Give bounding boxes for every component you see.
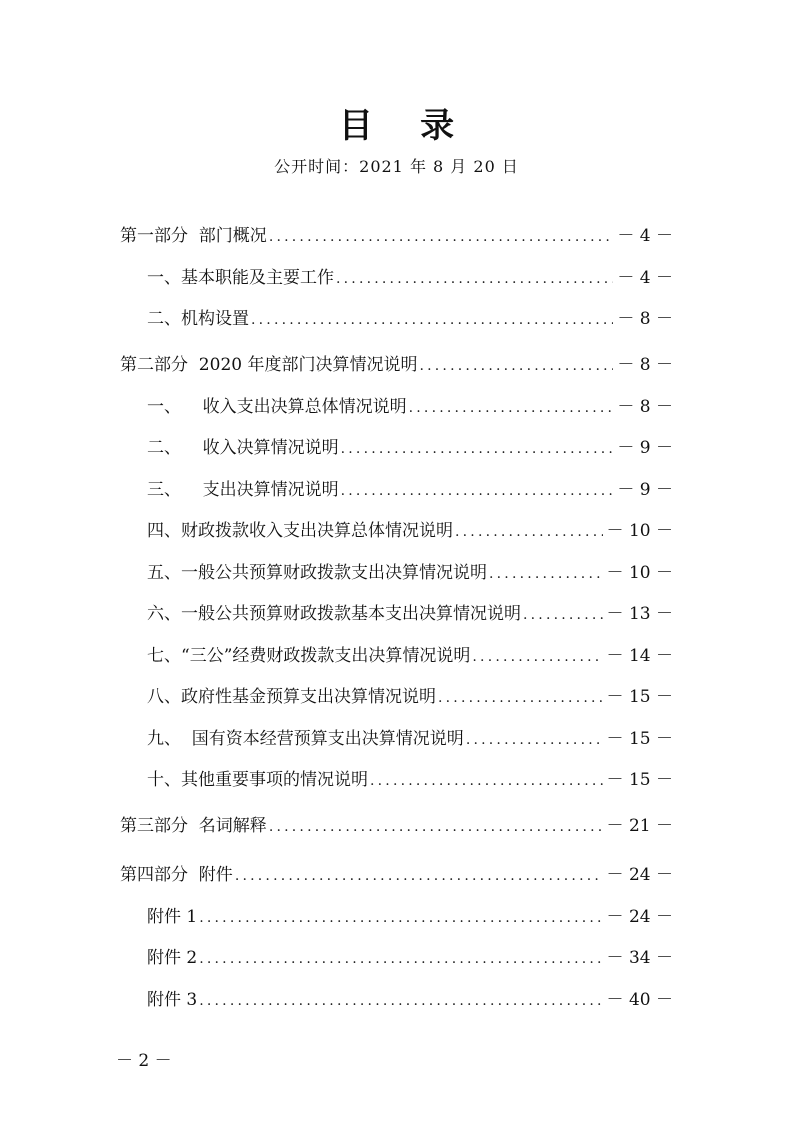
toc-entry-label: 附件 1 bbox=[147, 907, 198, 927]
toc-entry-page: － 8 － bbox=[617, 355, 673, 375]
publish-date: 公开时间：2021 年 8 月 20 日 bbox=[274, 157, 519, 176]
toc-entry[interactable] bbox=[147, 265, 673, 291]
toc-entry[interactable] bbox=[147, 601, 673, 627]
toc-entry-label: 一、基本职能及主要工作 bbox=[147, 268, 334, 288]
toc-entry-page: － 9 － bbox=[617, 438, 673, 458]
toc-entry-page: － 10 － bbox=[606, 563, 673, 583]
toc-entry-label: 八、政府性基金预算支出决算情况说明 bbox=[147, 687, 436, 707]
toc-entry[interactable] bbox=[147, 987, 673, 1013]
toc-entry[interactable] bbox=[147, 767, 673, 793]
toc-leader-dots bbox=[269, 814, 603, 840]
toc-entry-page: － 21 － bbox=[606, 816, 673, 836]
toc-entry-label: 六、一般公共预算财政拨款基本支出决算情况说明 bbox=[147, 604, 521, 624]
toc-leader-dots bbox=[438, 685, 603, 711]
toc-leader-dots bbox=[370, 768, 603, 794]
toc-entry[interactable] bbox=[147, 945, 673, 971]
toc-entry-page: － 15 － bbox=[606, 687, 673, 707]
toc-leader-dots bbox=[455, 519, 603, 545]
toc-entry[interactable] bbox=[120, 223, 673, 249]
toc-entry-label: 二、机构设置 bbox=[147, 309, 249, 329]
toc-entry-page: － 40 － bbox=[606, 990, 673, 1010]
toc-title: 目 录 bbox=[338, 106, 455, 146]
toc-entry-label: 七、“三公”经费财政拨款支出决算情况说明 bbox=[147, 646, 471, 666]
toc-entry[interactable] bbox=[147, 435, 673, 461]
toc-entry-label: 第二部分 2020 年度部门决算情况说明 bbox=[120, 355, 418, 375]
toc-entry-page: － 9 － bbox=[617, 480, 673, 500]
toc-entry-label: 四、财政拨款收入支出决算总体情况说明 bbox=[147, 521, 453, 541]
toc-leader-dots bbox=[269, 224, 614, 250]
toc-entry-label: 附件 3 bbox=[147, 990, 198, 1010]
toc-entry[interactable] bbox=[147, 518, 673, 544]
toc-entry-label: 第一部分 部门概况 bbox=[120, 226, 267, 246]
toc-entry-page: － 34 － bbox=[606, 948, 673, 968]
toc-entry-label: 二、 收入决算情况说明 bbox=[147, 438, 339, 458]
toc-entry-label: 附件 2 bbox=[147, 948, 198, 968]
toc-entry[interactable] bbox=[147, 477, 673, 503]
toc-leader-dots bbox=[489, 561, 603, 587]
toc-entry-label: 一、 收入支出决算总体情况说明 bbox=[147, 397, 407, 417]
toc-entry-label: 十、其他重要事项的情况说明 bbox=[147, 770, 368, 790]
toc-leader-dots bbox=[235, 863, 603, 889]
toc-entry-page: － 13 － bbox=[606, 604, 673, 624]
toc-entry[interactable] bbox=[147, 904, 673, 930]
toc-leader-dots bbox=[251, 307, 613, 333]
toc-entry-page: － 24 － bbox=[606, 907, 673, 927]
toc-entry-page: － 4 － bbox=[617, 268, 673, 288]
toc-leader-dots bbox=[199, 946, 602, 972]
toc-entry[interactable] bbox=[147, 684, 673, 710]
toc-entry-label: 第三部分 名词解释 bbox=[120, 816, 267, 836]
toc-entry-label: 五、一般公共预算财政拨款支出决算情况说明 bbox=[147, 563, 487, 583]
toc-entry[interactable] bbox=[120, 352, 673, 378]
toc-leader-dots bbox=[523, 602, 603, 628]
toc-entry[interactable] bbox=[147, 394, 673, 420]
toc-entry-label: 九、 国有资本经营预算支出决算情况说明 bbox=[147, 729, 464, 749]
toc-entry-page: － 10 － bbox=[606, 521, 673, 541]
toc-leader-dots bbox=[336, 266, 613, 292]
toc-entry[interactable] bbox=[147, 726, 673, 752]
page-number: － 2 － bbox=[116, 1051, 172, 1071]
toc-leader-dots bbox=[341, 436, 614, 462]
toc-entry[interactable] bbox=[147, 560, 673, 586]
toc-entry-page: － 4 － bbox=[617, 226, 673, 246]
toc-entry-label: 第四部分 附件 bbox=[120, 865, 233, 885]
toc-entry-label: 三、 支出决算情况说明 bbox=[147, 480, 339, 500]
toc-entry[interactable] bbox=[147, 306, 673, 332]
toc-entry[interactable] bbox=[147, 643, 673, 669]
toc-leader-dots bbox=[341, 478, 614, 504]
toc-leader-dots bbox=[466, 727, 603, 753]
toc-entry-page: － 15 － bbox=[606, 729, 673, 749]
toc-entry-page: － 15 － bbox=[606, 770, 673, 790]
toc-leader-dots bbox=[472, 644, 602, 670]
toc-leader-dots bbox=[199, 988, 602, 1014]
toc-entry-page: － 14 － bbox=[606, 646, 673, 666]
toc-entry-page: － 24 － bbox=[606, 865, 673, 885]
toc-entry[interactable] bbox=[120, 813, 673, 839]
toc-leader-dots bbox=[409, 395, 614, 421]
toc-leader-dots bbox=[199, 905, 602, 931]
toc-entry[interactable] bbox=[120, 862, 673, 888]
toc-entry-page: － 8 － bbox=[617, 397, 673, 417]
toc-leader-dots bbox=[419, 353, 613, 379]
toc-entry-page: － 8 － bbox=[617, 309, 673, 329]
